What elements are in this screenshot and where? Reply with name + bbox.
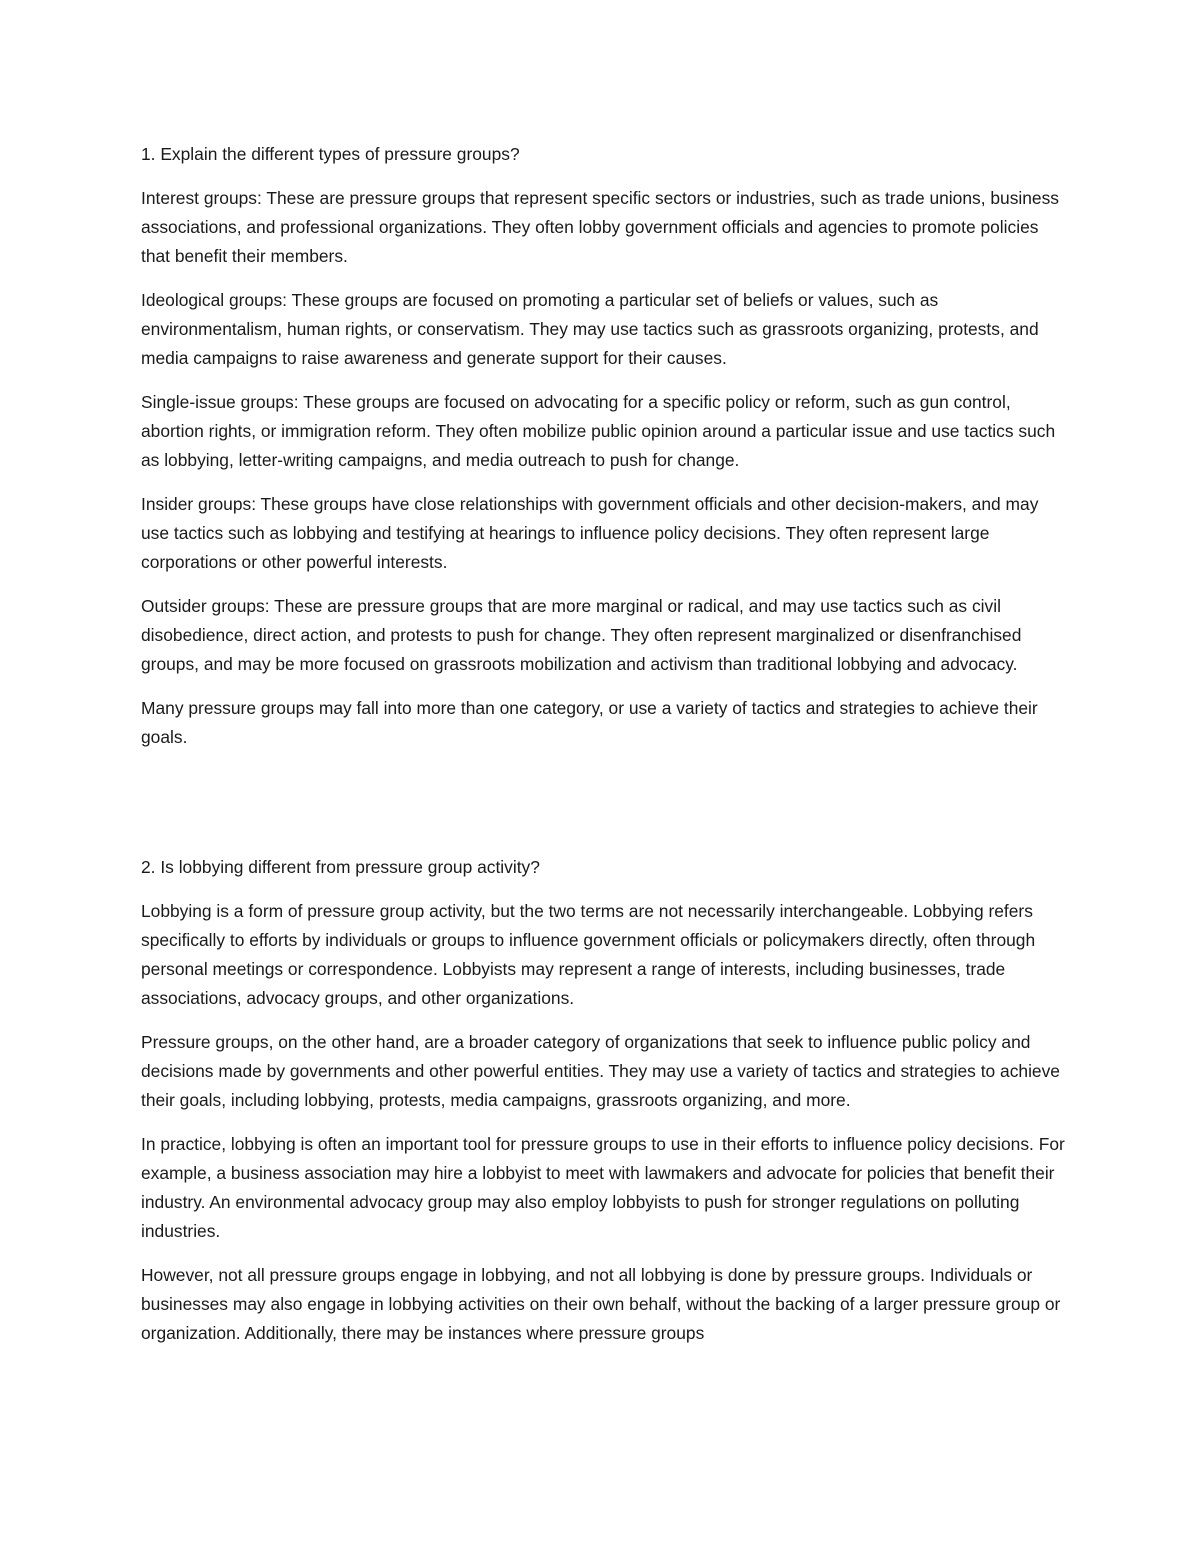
paragraph-insider-groups: Insider groups: These groups have close relationships with government officials and other decision-makers, and may use tactics such as lobbying and testifying at hearings to influence policy decisions. They often represent large corporations or other powerful interests. <box>141 494 1039 572</box>
section-spacer <box>141 767 1066 853</box>
question-1-heading: 1. Explain the different types of pressure groups? <box>141 144 520 164</box>
paragraph-outsider-groups: Outsider groups: These are pressure groups that are more marginal or radical, and may use tactics such as civil disobedience, direct action, and protests to push for change. They often represent marginalized or disenfranchised groups, and may be more focused on grassroots mobilization and activism than traditional lobbying and advocacy. <box>141 596 1022 674</box>
paragraph-in-practice: In practice, lobbying is often an important tool for pressure groups to use in their efforts to influence policy decisions. For example, a business association may hire a lobbyist to meet with lawmakers and advocate for policies that benefit their industry. An environmental advocacy group may also employ lobbyists to push for stronger regulations on polluting industries. <box>141 1134 1065 1241</box>
question-2-heading: 2. Is lobbying different from pressure group activity? <box>141 857 540 877</box>
document-body <box>141 140 1066 1363</box>
paragraph-multiple-categories: Many pressure groups may fall into more than one category, or use a variety of tactics and strategies to achieve their goals. <box>141 698 1038 747</box>
paragraph-however: However, not all pressure groups engage in lobbying, and not all lobbying is done by pressure groups. Individuals or businesses may also engage in lobbying activities on their own behalf, without the backing of a larger pressure group or organization. Additionally, there may be instances where pressure groups <box>141 1265 1061 1343</box>
paragraph-single-issue-groups: Single-issue groups: These groups are focused on advocating for a specific policy or reform, such as gun control, abortion rights, or immigration reform. They often mobilize public opinion around a particular issue and use tactics such as lobbying, letter-writing campaigns, and media outreach to push for change. <box>141 392 1056 470</box>
paragraph-ideological-groups: Ideological groups: These groups are focused on promoting a particular set of beliefs or values, such as environmentalism, human rights, or conservatism. They may use tactics such as grassroots organizing, protests, and media campaigns to raise awareness and generate support for their causes. <box>141 290 1039 368</box>
paragraph-pressure-groups-broader: Pressure groups, on the other hand, are a broader category of organizations that seek to influence public policy and decisions made by governments and other powerful entities. They may use a variety of tactics and strategies to achieve their goals, including lobbying, protests, media campaigns, grassroots organizing, and more. <box>141 1032 1060 1110</box>
paragraph-interest-groups: Interest groups: These are pressure groups that represent specific sectors or industries, such as trade unions, business associations, and professional organizations. They often lobby government officials and agencies to promote policies that benefit their members. <box>141 188 1059 266</box>
paragraph-lobbying-definition: Lobbying is a form of pressure group activity, but the two terms are not necessarily interchangeable. Lobbying refers specifically to efforts by individuals or groups to influence government officials or policymakers directly, often through personal meetings or correspondence. Lobbyists may represent a range of interests, including businesses, trade associations, advocacy groups, and other organizations. <box>141 901 1036 1008</box>
